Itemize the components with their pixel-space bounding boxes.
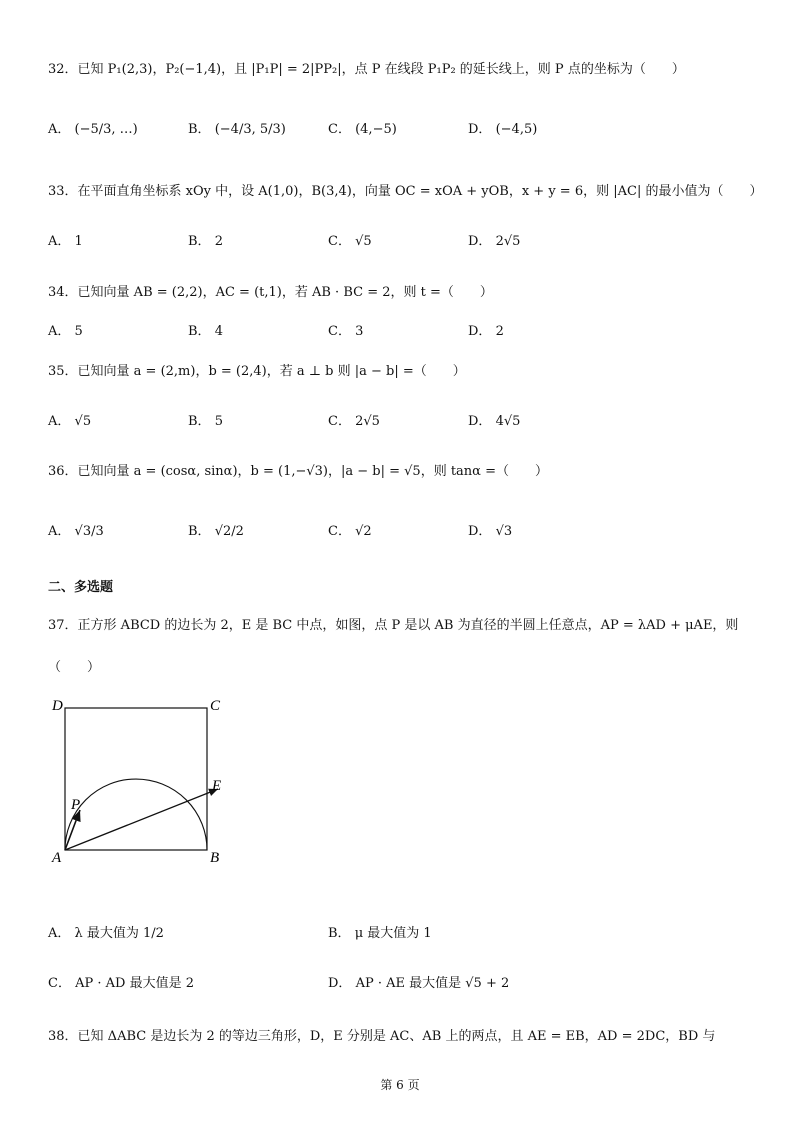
option-label: D．: [468, 524, 492, 539]
option-label: C．: [328, 324, 351, 339]
q37-option-c: [48, 974, 194, 994]
option-value: √2/2: [214, 524, 244, 539]
option-label: A．: [48, 234, 71, 249]
option-value: λ 最大值为 1/2: [74, 926, 164, 941]
q38-stem: 38．已知 ΔABC 是边长为 2 的等边三角形，D，E 分别是 AC、AB 上的两点，且 AE = EB，AD = 2DC，BD 与: [48, 1029, 716, 1044]
option-label: A．: [48, 926, 71, 941]
q35-option-d: [468, 412, 520, 432]
q35-option-c: [328, 412, 380, 432]
option-label: B．: [188, 324, 211, 339]
square-semicircle-figure: [40, 690, 240, 870]
option-value: 3: [355, 324, 364, 339]
q33-option-d: [468, 232, 520, 252]
label-a: A: [52, 850, 62, 866]
option-label: A．: [48, 122, 71, 137]
option-value: √3: [495, 524, 513, 539]
option-value: μ 最大值为 1: [354, 926, 432, 941]
option-label: D．: [468, 234, 492, 249]
q35-stem: 35．已知向量 a = (2,m)，b = (2,4)，若 a ⊥ b 则 |a − b| =（ ）: [48, 364, 466, 379]
q37-option-a: [48, 924, 164, 944]
label-d: D: [52, 698, 63, 714]
label-c: C: [210, 698, 221, 714]
q32-option-d: [468, 120, 537, 140]
option-value: (−4,5): [495, 122, 538, 137]
label-p: P: [71, 797, 81, 813]
option-label: B．: [188, 524, 211, 539]
q34-option-b: [188, 322, 223, 342]
q35-option-a: [48, 412, 91, 432]
option-value: 2: [495, 324, 504, 339]
option-label: D．: [468, 122, 492, 137]
option-value: √3/3: [74, 524, 104, 539]
option-value: 5: [74, 324, 83, 339]
label-b: B: [210, 850, 220, 866]
option-value: 2: [214, 234, 223, 249]
q33-option-c: [328, 232, 372, 252]
option-value: √5: [74, 414, 92, 429]
q37-paren: （ ）: [48, 660, 101, 675]
q34-stem: 34．已知向量 AB = (2,2)，AC = (t,1)，若 AB · BC = 2，则 t =（ ）: [48, 285, 493, 300]
option-value: √2: [355, 524, 372, 539]
option-value: 2√5: [355, 414, 380, 429]
section-heading: 二、多选题: [48, 580, 114, 595]
q36-option-d: [468, 522, 512, 542]
label-e: E: [212, 778, 222, 794]
option-value: 4: [214, 324, 223, 339]
q33-option-a: [48, 232, 83, 252]
option-label: D．: [328, 976, 352, 991]
option-value: (4,−5): [355, 122, 397, 137]
q37-option-d: [328, 974, 509, 994]
q32-stem: 32．已知 P₁(2,3)，P₂(−1,4)，且 |P₁P| = 2|PP₂|，点 P 在线段 P₁P₂ 的延长线上，则 P 点的坐标为（ ）: [48, 62, 685, 77]
q35-option-b: [188, 412, 223, 432]
option-label: B．: [188, 414, 211, 429]
option-label: A．: [48, 524, 71, 539]
option-label: C．: [328, 414, 351, 429]
option-label: C．: [328, 234, 351, 249]
option-label: B．: [188, 234, 211, 249]
q37-option-b: [328, 924, 432, 944]
q33-stem: 33．在平面直角坐标系 xOy 中，设 A(1,0)，B(3,4)，向量 OC = xOA + yOB，x + y = 6，则 |AC| 的最小值为（ ）: [48, 184, 763, 199]
q36-option-c: [328, 522, 372, 542]
option-value: AP · AE 最大值是 √5 + 2: [355, 976, 510, 991]
option-value: AP · AD 最大值是 2: [75, 976, 194, 991]
q36-stem: 36．已知向量 a = (cosα, sinα)，b = (1,−√3)，|a − b| = √5，则 tanα =（ ）: [48, 464, 548, 479]
option-label: C．: [328, 524, 351, 539]
option-label: B．: [188, 122, 211, 137]
q36-option-b: [188, 522, 244, 542]
option-value: 1: [74, 234, 83, 249]
option-value: √5: [355, 234, 372, 249]
option-value: (−4/3, 5/3): [214, 122, 286, 137]
q33-option-b: [188, 232, 223, 252]
q32-option-c: [328, 120, 397, 140]
q32-option-b: [188, 120, 286, 140]
option-label: D．: [468, 324, 492, 339]
option-label: A．: [48, 324, 71, 339]
q32-option-a: [48, 120, 138, 140]
option-label: A．: [48, 414, 71, 429]
option-value: 2√5: [495, 234, 521, 249]
page-number: 第 6 页: [380, 1078, 420, 1092]
q36-option-a: [48, 522, 104, 542]
option-label: C．: [328, 122, 351, 137]
q34-option-c: [328, 322, 363, 342]
q34-option-a: [48, 322, 83, 342]
option-label: D．: [468, 414, 492, 429]
option-value: 5: [214, 414, 223, 429]
option-value: 4√5: [495, 414, 521, 429]
option-label: C．: [48, 976, 71, 991]
q37-stem: 37．正方形 ABCD 的边长为 2，E 是 BC 中点，如图，点 P 是以 AB 为直径的半圆上任意点，AP = λAD + μAE，则: [48, 618, 739, 633]
q34-option-d: [468, 322, 504, 342]
option-value: (−5/3, …): [74, 122, 138, 137]
option-label: B．: [328, 926, 351, 941]
semicircle-ab: [65, 779, 207, 850]
